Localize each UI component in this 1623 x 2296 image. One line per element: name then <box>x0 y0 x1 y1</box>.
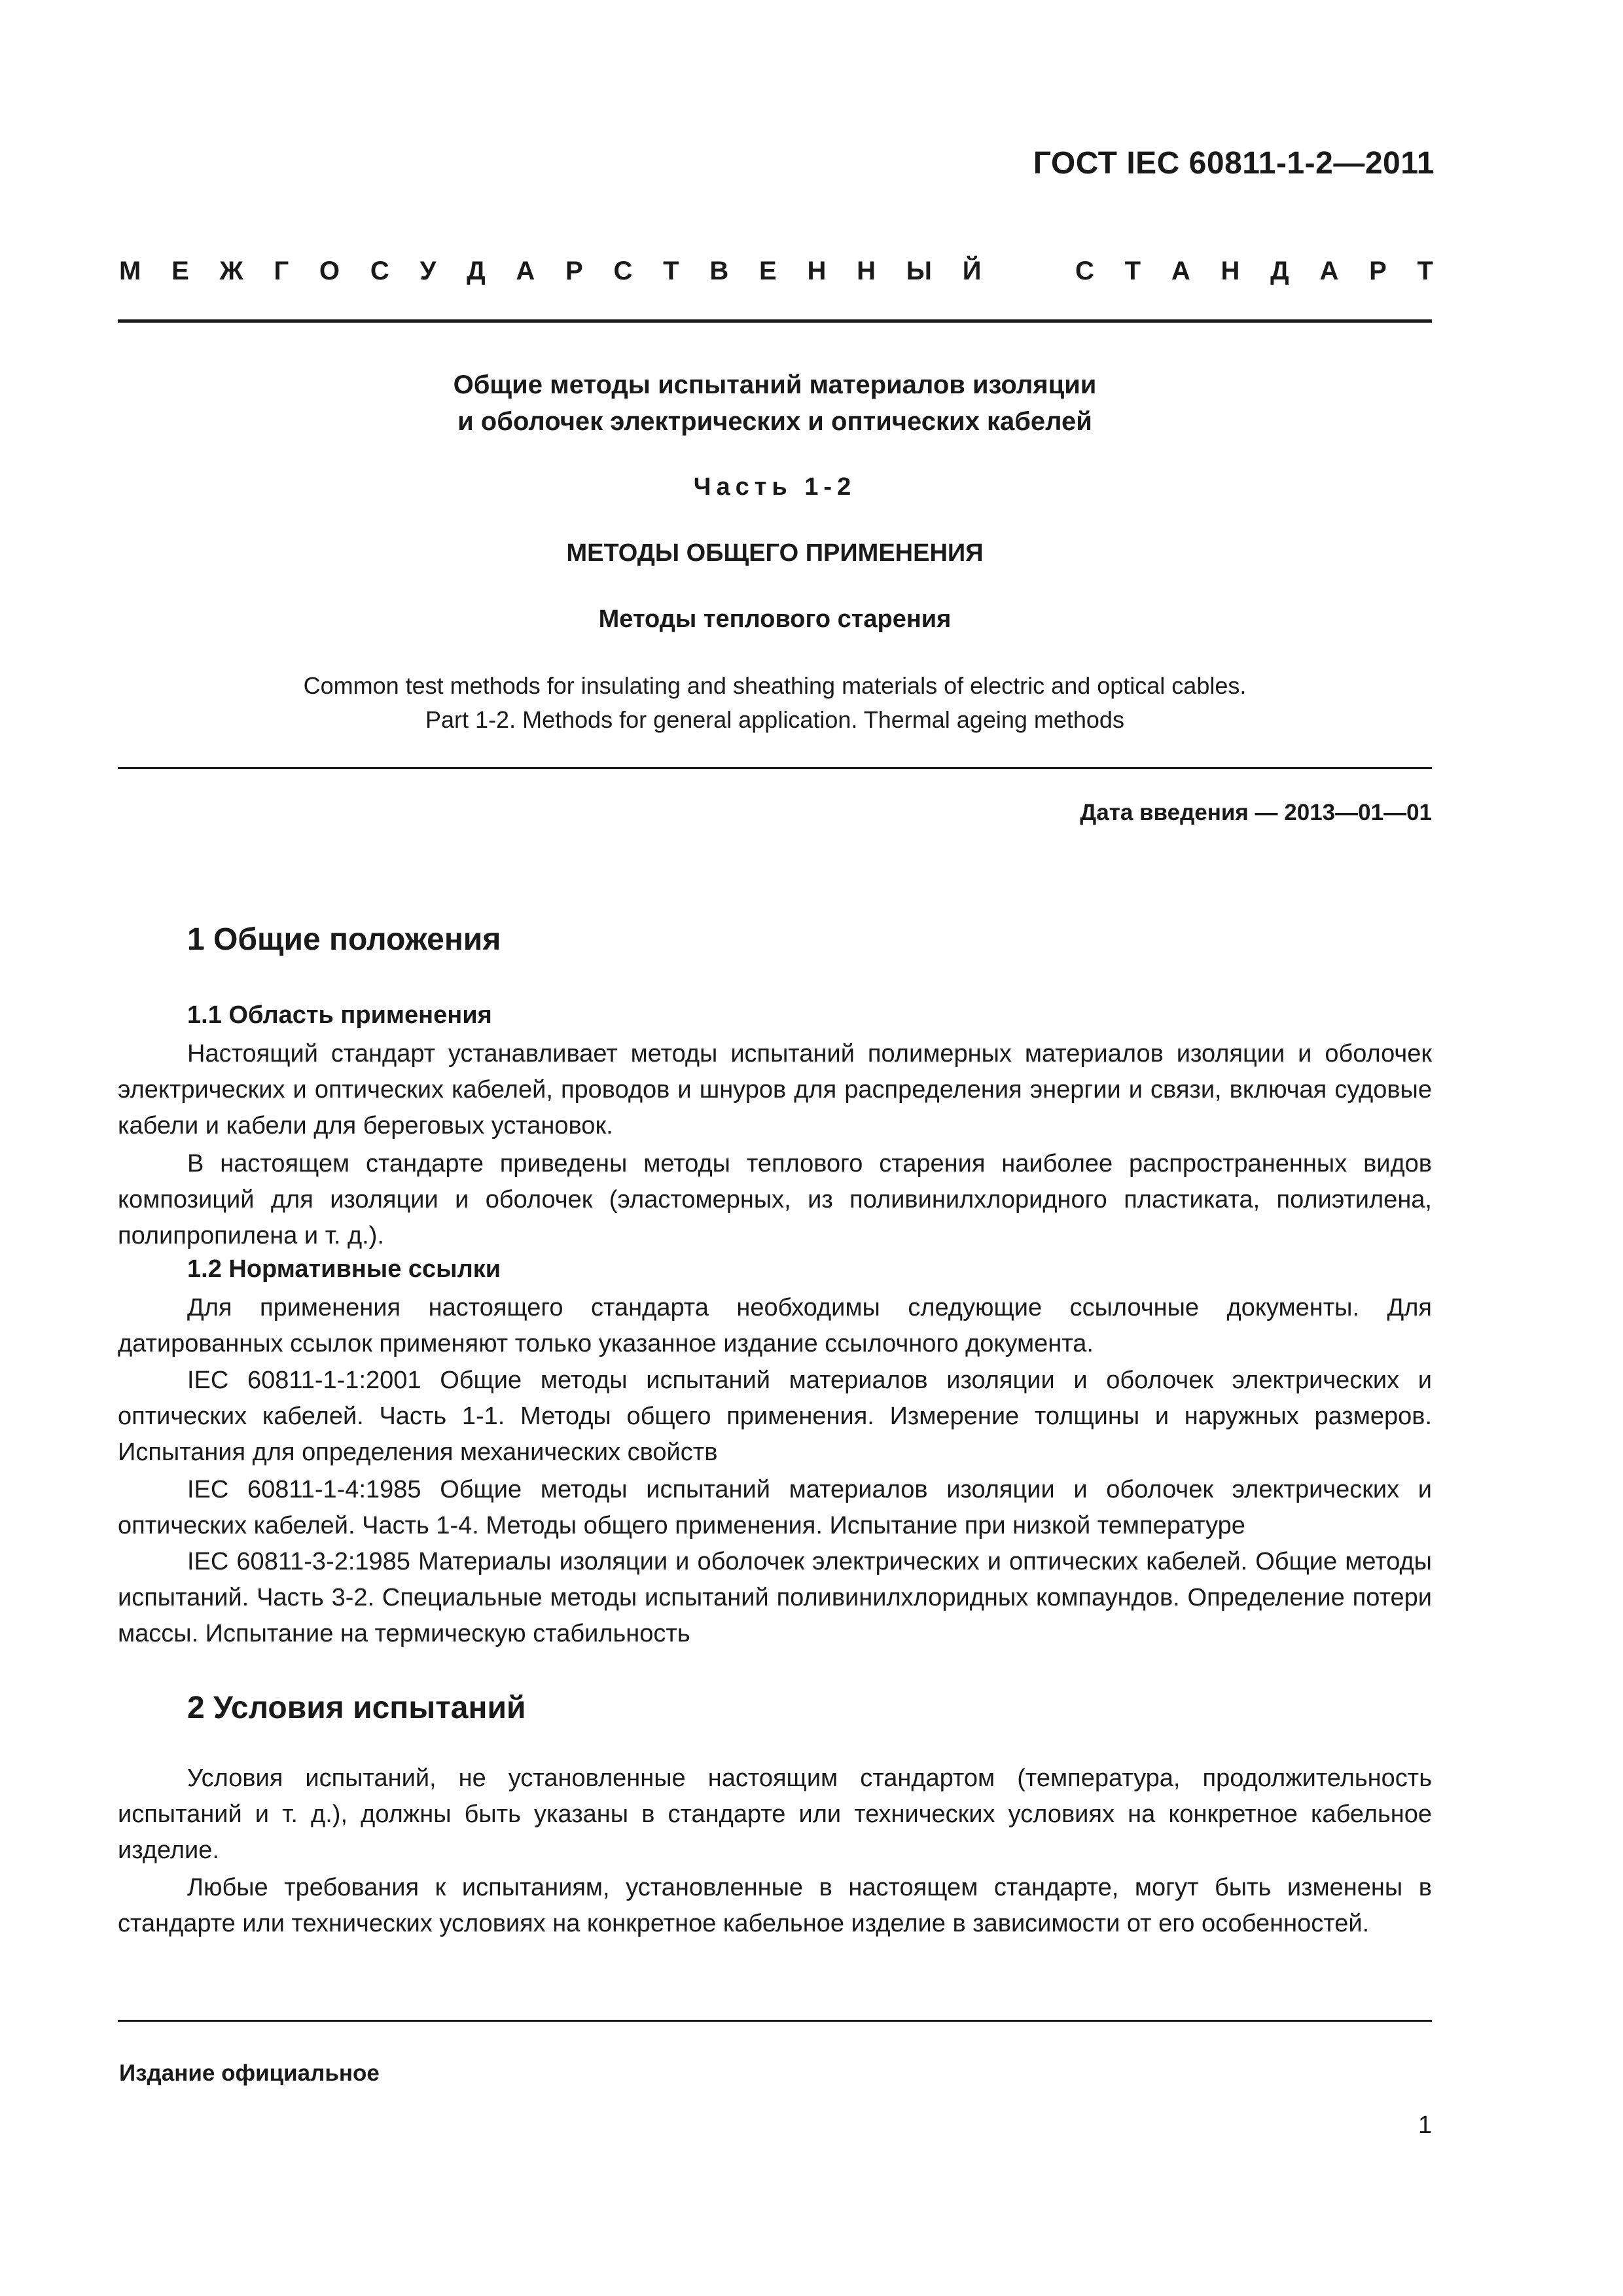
introduction-date: Дата введения — 2013—01—01 <box>1080 800 1432 825</box>
letter: Ж <box>219 257 243 285</box>
letter: А <box>516 257 535 285</box>
letter: Е <box>171 257 189 285</box>
subtitle: Методы теплового старения <box>598 605 952 633</box>
letter: Р <box>565 257 583 285</box>
page-number: 1 <box>1418 2111 1432 2139</box>
official-edition-label: Издание официальное <box>119 2060 380 2086</box>
methods-heading: МЕТОДЫ ОБЩЕГО ПРИМЕНЕНИЯ <box>566 539 984 567</box>
word-gap <box>1012 257 1044 286</box>
section-1-2-heading: 1.2 Нормативные ссылки <box>187 1255 501 1283</box>
paragraph: Для применения настоящего стандарта необходимы следующие ссылочные документы. Для датированных ссылок применяют только указанное издание ссылочного документа. <box>118 1294 1432 1357</box>
footer-rule <box>118 2020 1432 2022</box>
part-label: Часть 1-2 <box>693 473 857 501</box>
interstate-standard-heading <box>119 257 1433 286</box>
title-en-line: Part 1-2. Methods for general application. Thermal ageing methods <box>425 706 1124 733</box>
reference-item: IEC 60811-1-4:1985 Общие методы испытаний материалов изоляции и оболочек электрических и оптических кабелей. Часть 1-4. Методы общего применения. Испытание при низкой температуре <box>118 1476 1432 1539</box>
header-rule <box>118 319 1432 323</box>
title-english <box>118 669 1432 737</box>
letter: Н <box>1221 257 1240 285</box>
letter: Д <box>467 257 486 285</box>
title-rule <box>118 767 1432 769</box>
letter: Е <box>759 257 777 285</box>
letter: М <box>119 257 141 285</box>
paragraph: Условия испытаний, не установленные настоящим стандартом (температура, продолжительность испытаний и т. д.), должны быть указаны в стандарте или технических условиях на конкретное кабельное изделие. <box>118 1765 1432 1864</box>
letter: Т <box>1124 257 1141 285</box>
letter: С <box>1075 257 1094 285</box>
letter: С <box>613 257 633 285</box>
document-designation: ГОСТ IEC 60811-1-2—2011 <box>1033 146 1435 181</box>
title-en-line: Common test methods for insulating and sheathing materials of electric and optical cables. <box>303 672 1247 699</box>
letter: У <box>419 257 437 285</box>
letter: В <box>709 257 729 285</box>
letter: Н <box>807 257 827 285</box>
title-line: и оболочек электрических и оптических кабелей <box>457 407 1092 436</box>
letter: А <box>1171 257 1190 285</box>
title-line: Общие методы испытаний материалов изоляции <box>453 370 1097 399</box>
letter: Т <box>1417 257 1433 285</box>
paragraph: Настоящий стандарт устанавливает методы испытаний полимерных материалов изоляции и оболочек электрических и оптических кабелей, проводов и шнуров для распределения энергии и связи, включая судовые кабели и кабели для береговых установок. <box>118 1040 1432 1139</box>
letter: Д <box>1270 257 1289 285</box>
letter: Й <box>962 257 982 285</box>
title-russian <box>118 367 1432 440</box>
letter: А <box>1319 257 1339 285</box>
section-2-heading: 2 Условия испытаний <box>187 1691 526 1725</box>
letter: О <box>319 257 340 285</box>
letter: Г <box>274 257 289 285</box>
letter: С <box>370 257 389 285</box>
section-1-heading: 1 Общие положения <box>187 922 501 957</box>
reference-item: IEC 60811-1-1:2001 Общие методы испытаний материалов изоляции и оболочек электрических и оптических кабелей. Часть 1-1. Методы общего применения. Измерение толщины и наружных размеров. Испытания для определения механических свойств <box>118 1367 1432 1466</box>
reference-item: IEC 60811-3-2:1985 Материалы изоляции и оболочек электрических и оптических кабелей. Общие методы испытаний. Часть 3-2. Специальные методы испытаний поливинилхлоридных компаундов. Определение потери массы. Испытание на термическую стабильность <box>118 1548 1432 1647</box>
letter: Ы <box>906 257 932 285</box>
section-1-1-heading: 1.1 Область применения <box>187 1001 492 1029</box>
paragraph: Любые требования к испытаниям, установленные в настоящем стандарте, могут быть изменены в стандарте или технических условиях на конкретное кабельное изделие в зависимости от его особенностей. <box>118 1874 1432 1937</box>
letter: Т <box>663 257 679 285</box>
paragraph: В настоящем стандарте приведены методы теплового старения наиболее распространенных видов композиций для изоляции и оболочек (эластомерных, из поливинилхлоридного пластиката, полиэтилена, полипропилена и т. д.). <box>118 1150 1432 1249</box>
letter: Р <box>1369 257 1387 285</box>
letter: Н <box>857 257 876 285</box>
